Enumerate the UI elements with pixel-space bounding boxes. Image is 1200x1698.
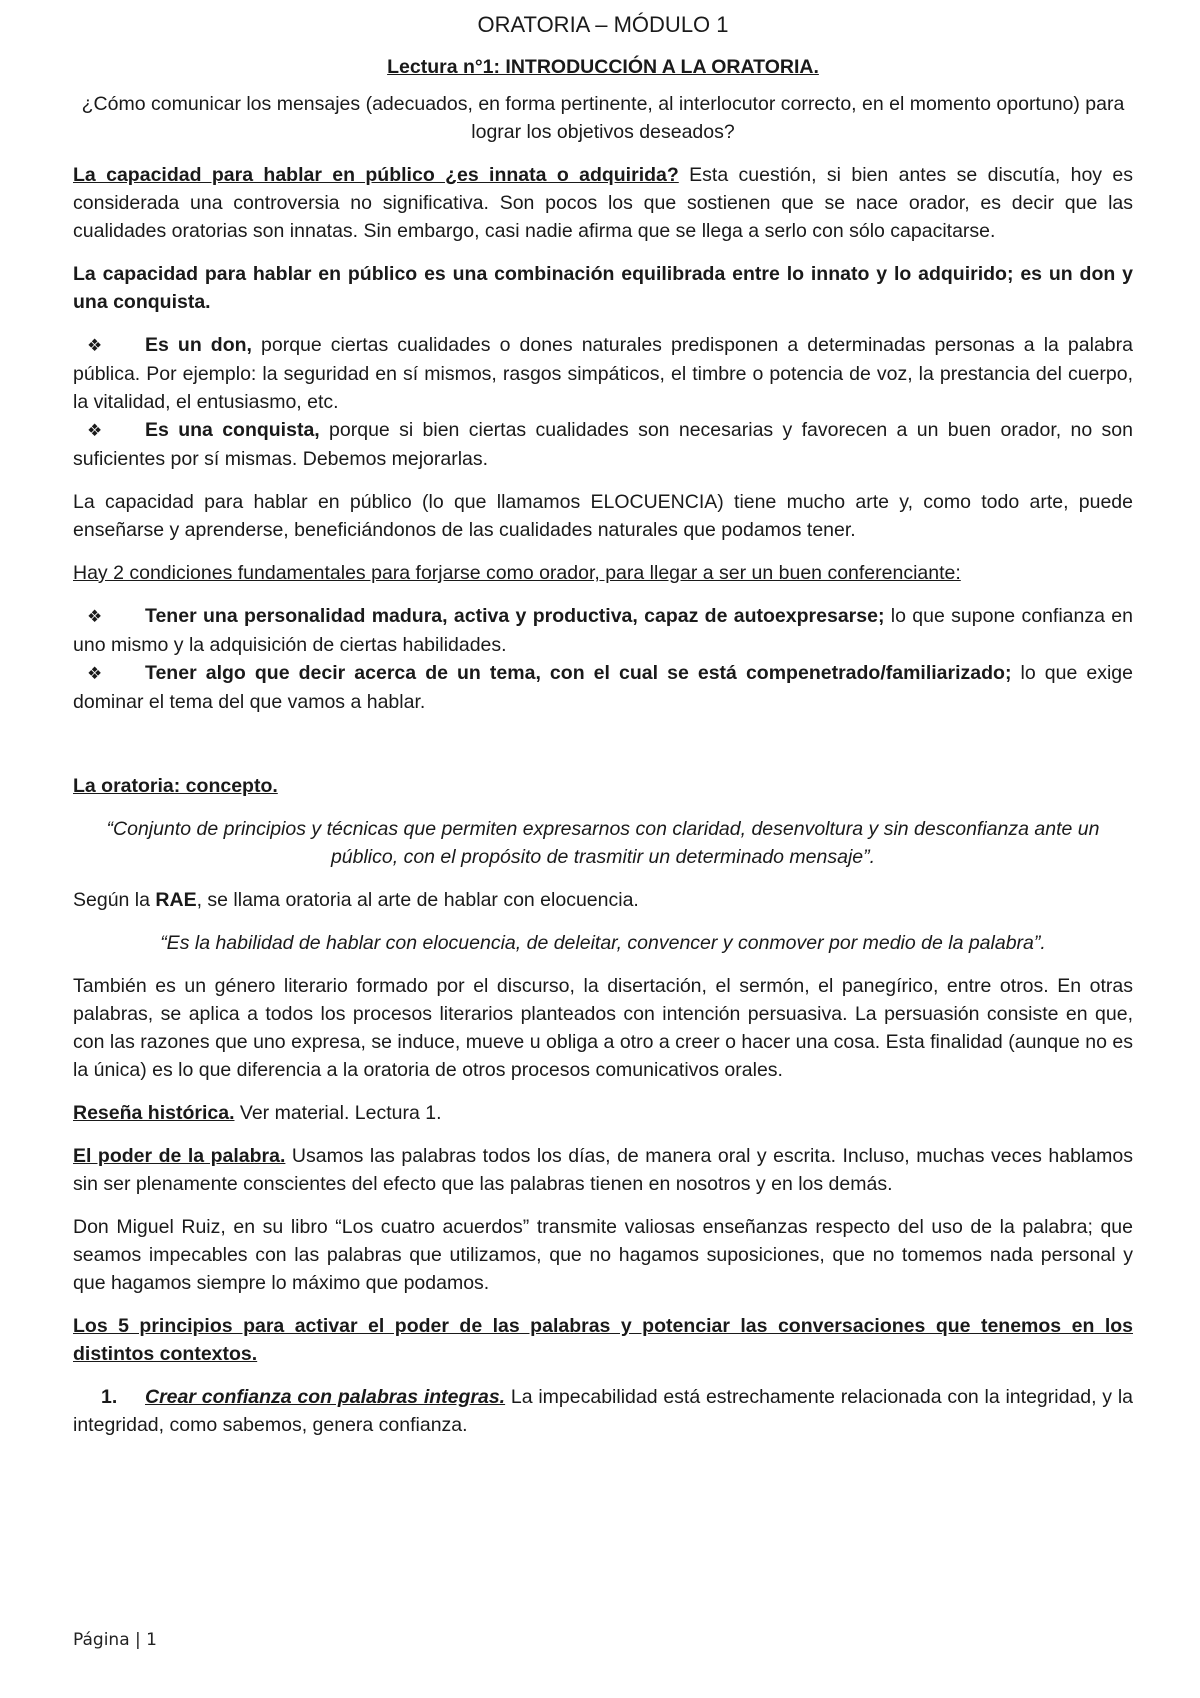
bullet-text: porque si bien ciertas cualidades son necesarias y favorecen a un buen orador, no son suficientes por sí mismas. Debemos mejorarlas.	[73, 419, 1134, 470]
innate-text: Esta cuestión, si bien antes se discutía, hoy es considerada una controversia no significativa. Son pocos los que sostienen que se nace orador, es decir que las cualidades oratorias son innatas. Sin embargo, casi nadie afirma que se llega a serlo con sólo capacitarse.	[73, 164, 1133, 242]
paragraph-innate-acquired	[73, 161, 1133, 245]
reading-subtitle: Lectura n°1: INTRODUCCIÓN A LA ORATORIA.	[387, 56, 819, 78]
rae-pre: Según la	[73, 889, 156, 911]
list-item	[73, 331, 1133, 416]
innate-heading: La capacidad para hablar en público ¿es innata o adquirida?	[73, 164, 679, 186]
list-item	[73, 416, 1133, 473]
paragraph-poder-palabra	[73, 1142, 1133, 1198]
diamond-bullet-icon: ❖	[87, 336, 103, 355]
resena-text: Ver material. Lectura 1.	[234, 1102, 442, 1124]
numbered-item-1	[73, 1383, 1133, 1439]
paragraph-miguel-ruiz: Don Miguel Ruiz, en su libro “Los cuatro acuerdos” transmite valiosas enseñanzas respecto del uso de la palabra; que seamos impecables con las palabras que utilizamos, que no hagamos suposiciones, que no tomemos nada personal y que hagamos siempre lo máximo que podamos.	[73, 1216, 1133, 1294]
concept-quote: “Conjunto de principios y técnicas que permiten expresarnos con claridad, desenvoltura y sin desconfianza ante un público, con el propósito de trasmitir un determinado mensaje”.	[106, 818, 1100, 868]
item-text: La impecabilidad está estrechamente relacionada con la integridad, y la integridad, como sabemos, genera confianza.	[73, 1386, 1133, 1436]
rae-bold: RAE	[155, 889, 197, 911]
bullet-bold: Es un don,	[145, 334, 252, 356]
diamond-bullet-icon: ❖	[87, 664, 103, 683]
bullet-bold: Es una conquista,	[145, 419, 320, 441]
paragraph-combination: La capacidad para hablar en público es una combinación equilibrada entre lo innato y lo adquirido; es un don y una conquista.	[73, 263, 1133, 313]
bullet-text: porque ciertas cualidades o dones naturales predisponen a determinadas personas a la palabra pública. Por ejemplo: la seguridad en sí mismos, rasgos simpáticos, el timbre o potencia de voz, la prestancia del cuerpo, la vitalidad, el entusiasmo, etc.	[73, 334, 1133, 413]
rae-post: , se llama oratoria al arte de hablar con elocuencia.	[196, 889, 639, 911]
paragraph-elocuencia: La capacidad para hablar en público (lo que llamamos ELOCUENCIA) tiene mucho arte y, como todo arte, puede enseñarse y aprenderse, beneficiándonos de las cualidades naturales que podamos tener.	[73, 491, 1133, 541]
paragraph-conditions: Hay 2 condiciones fundamentales para forjarse como orador, para llegar a ser un buen conferenciante:	[73, 562, 961, 584]
concept-heading: La oratoria: concepto.	[73, 775, 278, 797]
poder-text: Usamos las palabras todos los días, de manera oral y escrita. Incluso, muchas veces hablamos sin ser plenamente conscientes del efecto que las palabras tienen en nosotros y en los demás.	[73, 1145, 1133, 1195]
paragraph-rae	[73, 886, 1133, 914]
item-heading: Crear confianza con palabras integras.	[145, 1386, 506, 1408]
bullet-bold: Tener una personalidad madura, activa y productiva, capaz de autoexpresarse;	[145, 605, 885, 627]
diamond-bullet-icon: ❖	[87, 421, 103, 440]
bullet-bold: Tener algo que decir acerca de un tema, con el cual se está compenetrado/familiarizado;	[145, 662, 1012, 684]
page-footer: Página | 1	[73, 1630, 157, 1650]
paragraph-resena	[73, 1099, 1133, 1127]
principles-heading: Los 5 principios para activar el poder de las palabras y potenciar las conversaciones que tenemos en los distintos contextos.	[73, 1315, 1133, 1365]
list-item	[73, 659, 1133, 716]
document-page	[73, 10, 1133, 1439]
bullet-text: lo que exige dominar el tema del que vamos a hablar.	[73, 662, 1133, 713]
bullet-list-conditions	[73, 602, 1133, 716]
resena-heading: Reseña histórica.	[73, 1102, 235, 1124]
list-item	[73, 602, 1133, 659]
item-number: 1.	[101, 1386, 118, 1408]
intro-question: ¿Cómo comunicar los mensajes (adecuados, en forma pertinente, al interlocutor correcto, en el momento oportuno) para lograr los objetivos deseados?	[81, 93, 1125, 143]
paragraph-genero-literario: También es un género literario formado por el discurso, la disertación, el sermón, el panegírico, entre otros. En otras palabras, se aplica a todos los procesos literarios planteados con intención persuasiva. La persuasión consiste en que, con las razones que uno expresa, se induce, mueve u obliga a otro a creer o hacer una cosa. Esta finalidad (aunque no es la única) es lo que diferencia a la oratoria de otros procesos comunicativos orales.	[73, 975, 1133, 1081]
document-title: ORATORIA – MÓDULO 1	[477, 12, 729, 37]
rae-quote: “Es la habilidad de hablar con elocuencia, de deleitar, convencer y conmover por medio de la palabra”.	[160, 932, 1046, 954]
bullet-list-don-conquista	[73, 331, 1133, 473]
bullet-text: lo que supone confianza en uno mismo y la adquisición de ciertas habilidades.	[73, 605, 1133, 656]
poder-heading: El poder de la palabra.	[73, 1145, 286, 1167]
diamond-bullet-icon: ❖	[87, 607, 103, 626]
